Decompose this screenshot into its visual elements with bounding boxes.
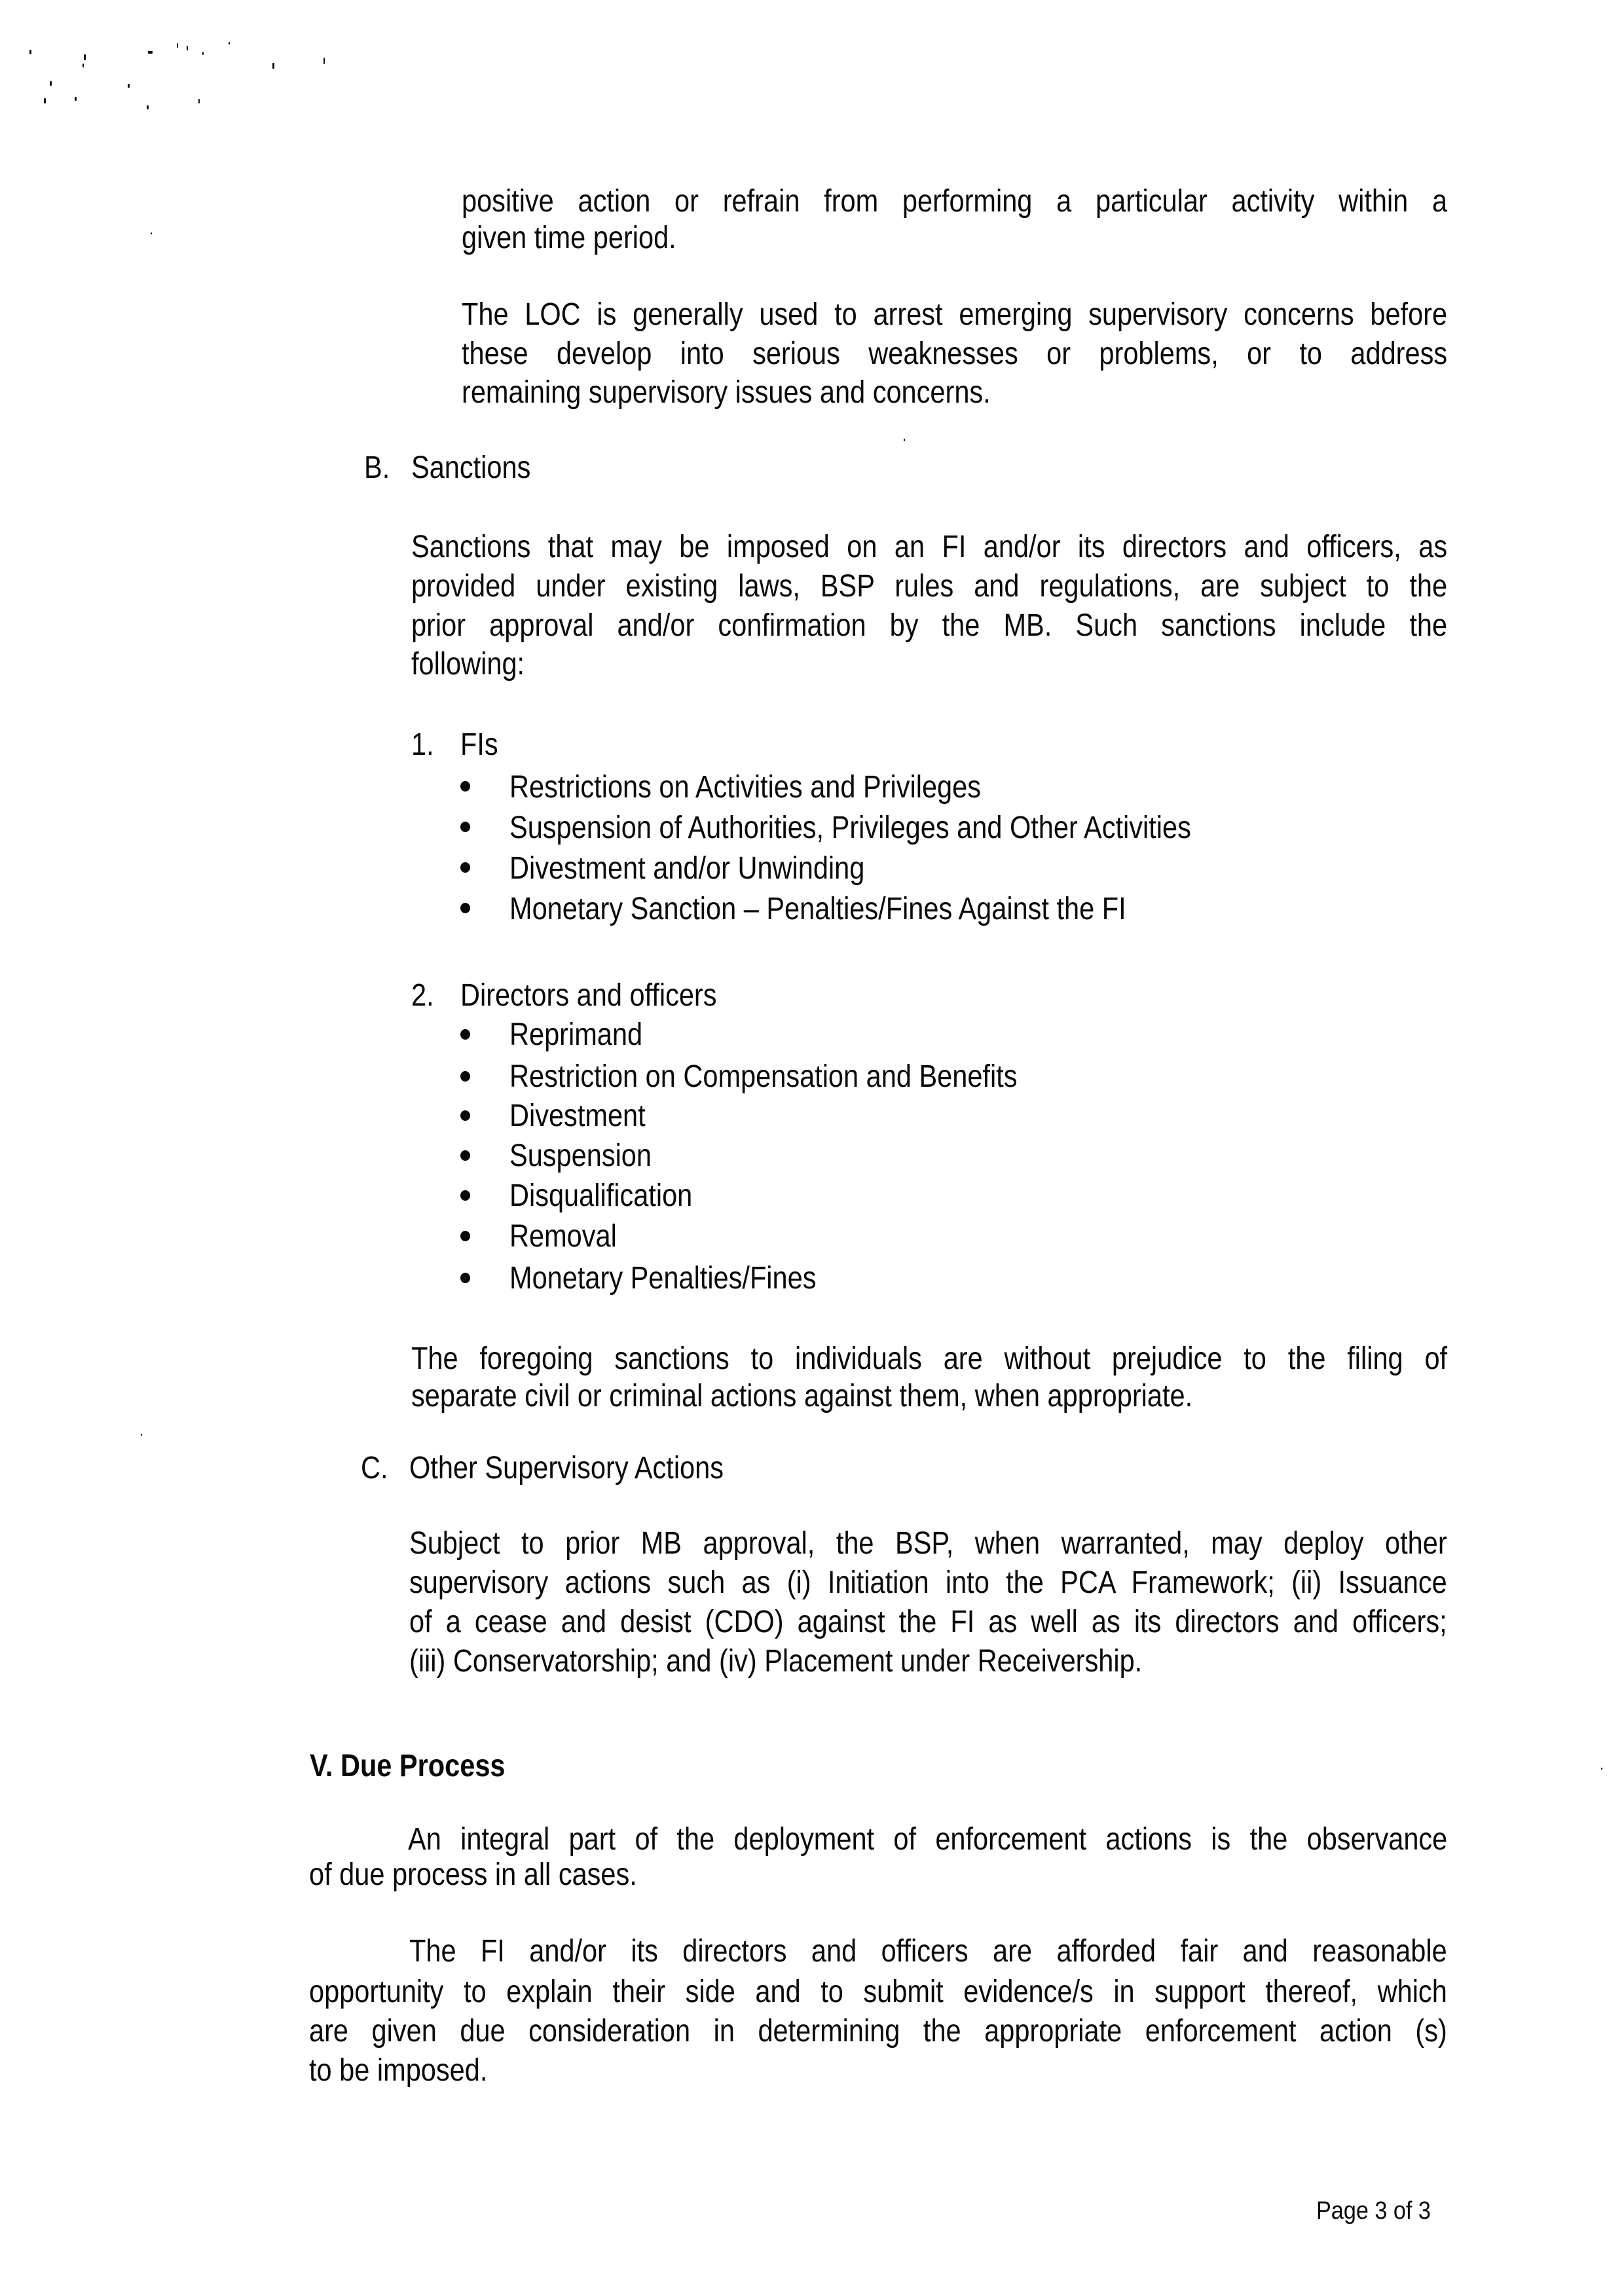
scan-speck <box>272 63 274 69</box>
bullet-icon <box>460 1231 470 1241</box>
list-item: Reprimand <box>509 1017 643 1052</box>
continuation-line-2: given time period. <box>462 221 676 255</box>
loc-paragraph-line-3: remaining supervisory issues and concerns. <box>462 375 991 410</box>
section-b-intro-line-3: prior approval and/or confirmation by the MB. Such sanctions include the <box>411 608 1448 643</box>
scan-speck <box>177 43 178 48</box>
scan-speck <box>29 50 31 54</box>
list-2-number: 2. <box>411 978 434 1013</box>
section-c-body-line-2: supervisory actions such as (i) Initiation into the PCA Framework; (ii) Issuance <box>409 1565 1447 1600</box>
due-process-p2-line-4: to be imposed. <box>309 2053 488 2088</box>
list-item: Restriction on Compensation and Benefits <box>509 1059 1018 1094</box>
scan-speck <box>198 99 200 103</box>
list-2-title: Directors and officers <box>460 978 717 1013</box>
section-v-heading: V. Due Process <box>310 1749 506 1783</box>
scan-speck <box>187 46 188 50</box>
scan-speck <box>75 97 77 101</box>
scan-speck <box>229 42 230 45</box>
list-item: Restrictions on Activities and Privileges <box>509 770 981 805</box>
scan-speck <box>128 84 130 88</box>
scan-speck <box>84 54 86 60</box>
section-b-letter: B. <box>364 450 390 485</box>
scan-speck <box>148 51 153 54</box>
bullet-icon <box>460 1273 470 1283</box>
list-item: Suspension <box>509 1139 652 1173</box>
list-item: Suspension of Authorities, Privileges and Other Activities <box>509 811 1191 845</box>
section-c-title: Other Supervisory Actions <box>409 1451 724 1485</box>
section-c-body-line-3: of a cease and desist (CDO) against the FI as well as its directors and officers; <box>409 1605 1447 1639</box>
bullet-icon <box>460 781 470 792</box>
continuation-line-1: positive action or refrain from performing a particular activity within a <box>462 184 1448 219</box>
section-b-intro-line-4: following: <box>411 647 525 682</box>
bullet-icon <box>460 1029 470 1040</box>
scan-speck <box>1601 1768 1602 1770</box>
list-item: Monetary Sanction – Penalties/Fines Against the FI <box>509 892 1126 926</box>
due-process-p2-line-1: The FI and/or its directors and officers are afforded fair and reasonable <box>409 1934 1447 1969</box>
list-item: Removal <box>509 1219 617 1254</box>
list-1-title: FIs <box>460 727 498 762</box>
loc-paragraph-line-2: these develop into serious weaknesses or problems, or to address <box>462 337 1448 371</box>
section-b-intro-line-1: Sanctions that may be imposed on an FI and/or its directors and officers, as <box>411 530 1448 564</box>
scan-speck <box>50 81 52 86</box>
due-process-p2-line-3: are given due consideration in determining the appropriate enforcement action (s) <box>309 2014 1447 2049</box>
list-item: Disqualification <box>509 1178 693 1213</box>
bullet-icon <box>460 1071 470 1082</box>
scan-speck <box>141 1434 142 1436</box>
scan-speck <box>323 58 325 64</box>
bullet-icon <box>460 1110 470 1121</box>
scan-speck <box>202 52 204 55</box>
list-item: Divestment <box>509 1099 646 1133</box>
scan-speck <box>151 232 152 234</box>
bullet-icon <box>460 1150 470 1161</box>
section-b-intro-line-2: provided under existing laws, BSP rules and regulations, are subject to the <box>411 569 1448 604</box>
section-c-letter: C. <box>361 1451 388 1485</box>
scan-speck <box>83 64 84 67</box>
scan-speck <box>904 439 905 441</box>
bullet-icon <box>460 1190 470 1201</box>
list-item: Monetary Penalties/Fines <box>509 1261 817 1296</box>
section-b-title: Sanctions <box>411 450 531 485</box>
section-c-body-line-1: Subject to prior MB approval, the BSP, when warranted, may deploy other <box>409 1526 1447 1561</box>
scan-speck <box>147 105 149 109</box>
loc-paragraph-line-1: The LOC is generally used to arrest emerging supervisory concerns before <box>462 297 1448 332</box>
scan-speck <box>44 98 46 103</box>
section-b-closing-line-1: The foregoing sanctions to individuals are without prejudice to the filing of <box>411 1341 1448 1376</box>
section-b-closing-line-2: separate civil or criminal actions against them, when appropriate. <box>411 1379 1193 1413</box>
bullet-icon <box>460 903 470 913</box>
section-c-body-line-4: (iii) Conservatorship; and (iv) Placement under Receivership. <box>409 1644 1143 1679</box>
list-item: Divestment and/or Unwinding <box>509 851 865 886</box>
due-process-p1-line-2: of due process in all cases. <box>309 1857 637 1892</box>
due-process-p1-line-1: An integral part of the deployment of enforcement actions is the observance <box>408 1822 1448 1857</box>
bullet-icon <box>460 862 470 873</box>
bullet-icon <box>460 822 470 832</box>
page-number: Page 3 of 3 <box>1316 2197 1431 2225</box>
list-1-number: 1. <box>411 727 434 762</box>
due-process-p2-line-2: opportunity to explain their side and to submit evidence/s in support thereof, which <box>309 1975 1447 2009</box>
